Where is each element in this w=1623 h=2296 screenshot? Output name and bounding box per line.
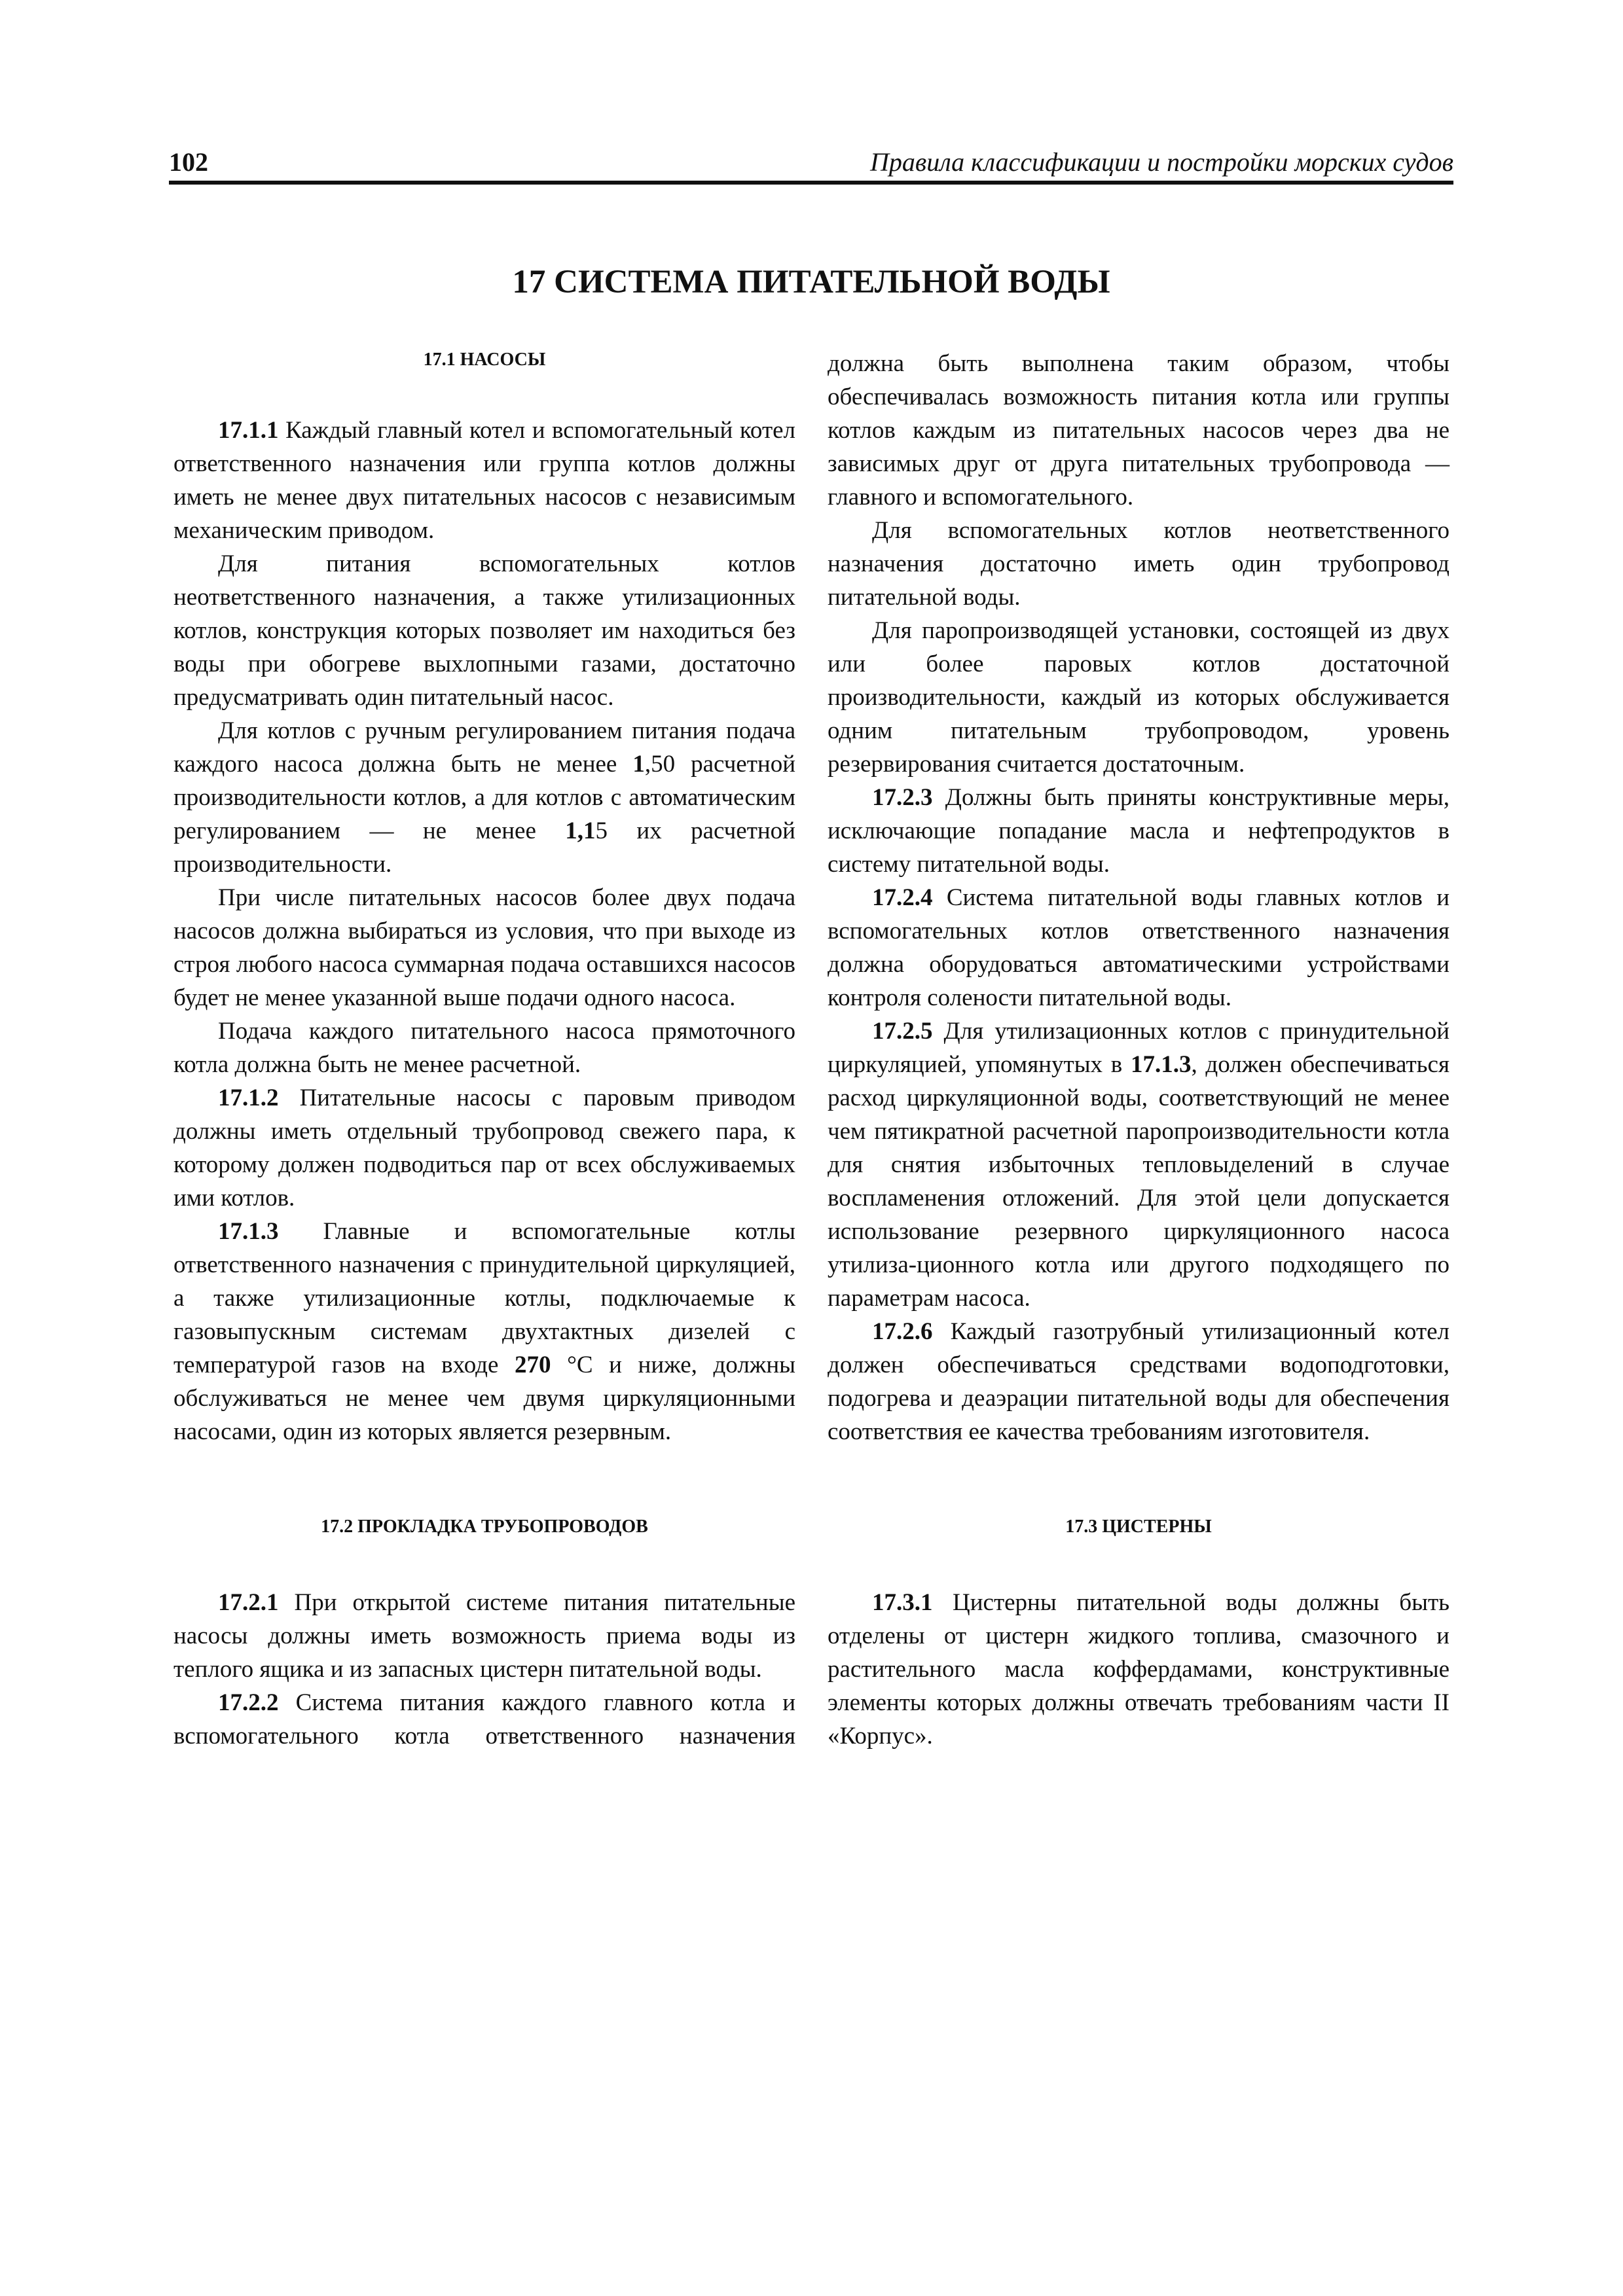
paragraph-text: Система питания каждого главного котла и вспомогательного котла ответственного назначения [173, 1689, 795, 1749]
clause-number: 17.1.3 [218, 1218, 279, 1245]
right-column [828, 347, 1450, 1753]
running-title: Правила классификации и постройки морских судов [869, 147, 1453, 177]
paragraph: Для питания вспомогательных котлов неответственного назначения, а также утилизационных котлов, конструкция которых позволяет им находиться без воды при обогреве выхлопными газами, достаточно предусматривать один питательный насос. [173, 550, 795, 711]
value-text: 1 [632, 751, 645, 778]
paragraph-text: Каждый газотрубный утилизационный котел должен обеспечиваться средствами водоподготовки, подогрева и деаэрации питательной воды для обеспечения соответствия ее качества требованиям изготовителя. [828, 1318, 1450, 1445]
paragraph: Для паропроизводящей установки, состоящей из двух или более паровых котлов достаточной производительности, каждый из которых обслуживается одним питательным трубопроводом, уровень резервирования считается достаточным. [828, 617, 1450, 778]
paragraph-text: Должны быть приняты конструктивные меры, исключающие попадание масла и нефтепродуктов в систему питательной воды. [828, 784, 1450, 878]
paragraph-text: Цистерны питательной воды должны быть отделены от цистерн жидкого топлива, смазочного и растительного масла коффердамами, конструктивные элементы которых должны отвечать требованиям части II «Корпус». [828, 1589, 1450, 1749]
page-number: 102 [169, 147, 208, 177]
paragraph-17-2-2 [173, 1686, 795, 1753]
chapter-title: 17 СИСТЕМА ПИТАТЕЛЬНОЙ ВОДЫ [512, 264, 1110, 300]
value-text: 270 [514, 1352, 551, 1378]
paragraph-text: Питательные насосы с паровым приводом должны иметь отдельный трубопровод свежего пара, к которому должен подводиться пар от всех обслуживаемых ими котлов. [173, 1085, 795, 1211]
paragraph-17-2-6 [828, 1315, 1450, 1448]
paragraph-text: Для утилизационных котлов с принудительной циркуляцией, упомянутых в [828, 1018, 1450, 1078]
clause-number: 17.2.2 [218, 1689, 279, 1716]
clause-number: 17.2.3 [872, 784, 933, 811]
clause-number: 17.3.1 [872, 1589, 933, 1616]
paragraph-17-2-3 [828, 781, 1450, 881]
clause-reference: 17.1.3 [1130, 1051, 1192, 1078]
section-heading-17-1: 17.1 НАСОСЫ [423, 350, 546, 370]
paragraph-text: , должен обеспечиваться расход циркуляционной воды, соответствующий не менее чем пятикратной расчетной паропроизводительности котла для снятия избыточных тепловыделений в случае воспламенения отложений. Для этой цели допускается использование резервного циркуляционного насоса утилиза-ционного котла или другого подходящего по параметрам насоса. [828, 1051, 1450, 1312]
left-column [173, 347, 795, 1753]
paragraph-17-2-1 [173, 1586, 795, 1686]
paragraph: При числе питательных насосов более двух подача насосов должна выбираться из условия, что при выходе из строя любого насоса суммарная подача оставшихся насосов будет не менее указанной выше подачи одного насоса. [173, 884, 795, 1011]
section-heading-17-2: 17.2 ПРОКЛАДКА ТРУБОПРОВОДОВ [321, 1516, 648, 1537]
paragraph-text: °С и ниже, должны обслуживаться не менее чем двумя циркуляционными насосами, один из которых является резервным. [173, 1352, 796, 1445]
paragraph-text: Каждый главный котел и вспомогательный котел ответственного назначения или группа котлов должны иметь не менее двух питательных насосов с независимым механическим приводом. [173, 417, 795, 544]
clause-number: 17.1.1 [218, 417, 279, 444]
paragraph-17-2-4 [828, 881, 1450, 1014]
section-heading-17-3: 17.3 ЦИСТЕРНЫ [1065, 1516, 1212, 1537]
paragraph: Подача каждого питательного насоса прямоточного котла должна быть не менее расчетной. [173, 1018, 795, 1078]
paragraph-17-1-1 [173, 414, 795, 547]
clause-number: 17.2.4 [872, 884, 933, 911]
paragraph-text: При открытой системе питания питательные насосы должны иметь возможность приема воды из теплого ящика и из запасных цистерн питательной воды. [173, 1589, 795, 1683]
paragraph-17-1-2 [173, 1081, 795, 1215]
clause-number: 17.2.5 [872, 1018, 933, 1045]
paragraph-continuation: должна быть выполнена таким образом, чтобы обеспечивалась возможность питания котла или группы котлов каждым из питательных насосов через два не зависимых друг от друга питательных трубопровода — главного и вспомогательного. [828, 350, 1450, 511]
paragraph-text: Для котлов с ручным регулированием питания подача каждого насоса должна быть не менее [173, 717, 795, 778]
paragraph-text: 5 их расчетной производительности. [173, 817, 795, 878]
clause-number: 17.2.1 [218, 1589, 279, 1616]
paragraph-17-2-5 [828, 1014, 1450, 1315]
paragraph [173, 714, 795, 881]
paragraph-17-1-3 [173, 1215, 795, 1448]
paragraph-text: Система питательной воды главных котлов и вспомогательных котлов ответственного назначения должна оборудоваться автоматическими устройствами контроля солености питательной воды. [828, 884, 1450, 1011]
paragraph-text: Главные и вспомогательные котлы ответственного назначения с принудительной циркуляцией, а также утилизационные котлы, подключаемые к газовыпускным системам двухтактных дизелей с температурой газов на входе [173, 1218, 795, 1378]
paragraph: Для вспомогательных котлов неответственного назначения достаточно иметь один трубопровод питательной воды. [828, 517, 1450, 611]
clause-number: 17.2.6 [872, 1318, 933, 1345]
clause-number: 17.1.2 [218, 1085, 279, 1111]
value-text: 1,1 [565, 817, 596, 844]
paragraph-17-3-1 [828, 1586, 1450, 1753]
paragraph-text: ,50 расчетной производительности котлов, а для котлов с автоматическим регулированием — не менее [173, 751, 795, 844]
page-header [169, 143, 1453, 185]
